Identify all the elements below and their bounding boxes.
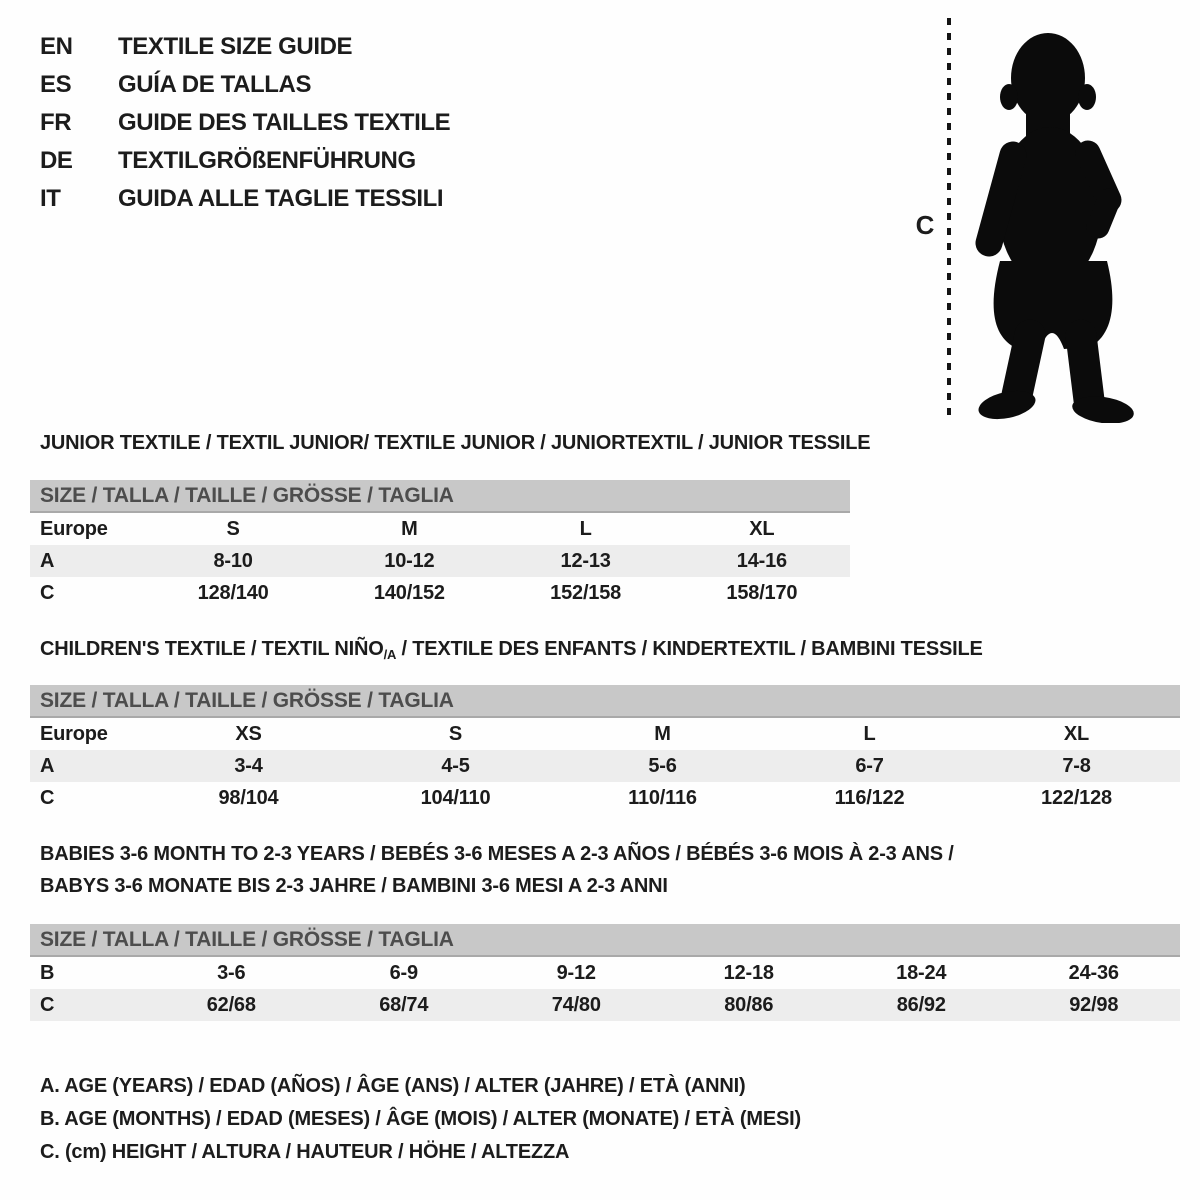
row-label: Europe xyxy=(40,517,108,540)
language-title: GUIDE DES TAILLES TEXTILE xyxy=(118,109,451,136)
legend-line-c: C. (cm) HEIGHT / ALTURA / HAUTEUR / HÖHE / ALTEZZA xyxy=(40,1141,570,1163)
children-title-rest: / TEXTILE DES ENFANTS / KINDERTEXTIL / BAMBINI TESSILE xyxy=(396,638,983,660)
language-row-es xyxy=(40,66,450,104)
size-cell: XL xyxy=(1063,722,1090,745)
legend-line-a: A. AGE (YEARS) / EDAD (AÑOS) / ÂGE (ANS) / ALTER (JAHRE) / ETÀ (ANNI) xyxy=(40,1075,746,1097)
language-code: IT xyxy=(40,185,61,212)
table-row-age-months xyxy=(30,957,1180,989)
height-cell: 80/86 xyxy=(724,993,774,1016)
height-cell: 68/74 xyxy=(379,993,429,1016)
age-cell: 3-4 xyxy=(234,754,263,777)
age-cell: 6-9 xyxy=(389,961,418,984)
row-label: C xyxy=(40,581,55,604)
size-cell: XL xyxy=(749,517,775,540)
babies-size-table xyxy=(30,924,1180,1021)
size-cell: M xyxy=(654,722,671,745)
children-title-main: CHILDREN'S TEXTILE / TEXTIL NIÑO xyxy=(40,638,384,660)
height-cell: 92/98 xyxy=(1069,993,1119,1016)
age-cell: 7-8 xyxy=(1062,754,1091,777)
size-cell: L xyxy=(863,722,876,745)
age-cell: 14-16 xyxy=(736,549,787,572)
table-row-europe xyxy=(30,718,1180,750)
junior-size-table xyxy=(30,480,850,609)
babies-title-line2: BABYS 3-6 MONATE BIS 2-3 JAHRE / BAMBINI 3-6 MESI A 2-3 ANNI xyxy=(40,875,668,897)
height-cell: 116/122 xyxy=(834,786,905,809)
language-code: EN xyxy=(40,33,73,60)
legend xyxy=(40,1070,801,1169)
language-title: TEXTILGRÖßENFÜHRUNG xyxy=(118,147,416,174)
age-cell: 3-6 xyxy=(217,961,246,984)
toddler-silhouette-icon xyxy=(960,15,1145,428)
babies-section-title xyxy=(40,838,954,902)
size-header-band: SIZE / TALLA / TAILLE / GRÖSSE / TAGLIA xyxy=(30,480,850,513)
size-header-band: SIZE / TALLA / TAILLE / GRÖSSE / TAGLIA xyxy=(30,685,1180,718)
legend-line-b: B. AGE (MONTHS) / EDAD (MESES) / ÂGE (MOIS) / ALTER (MONATE) / ETÀ (MESI) xyxy=(40,1108,801,1130)
size-cell: M xyxy=(401,517,418,540)
size-header-band: SIZE / TALLA / TAILLE / GRÖSSE / TAGLIA xyxy=(30,924,1180,957)
age-cell: 24-36 xyxy=(1068,961,1119,984)
height-cell: 122/128 xyxy=(1041,786,1112,809)
size-cell: S xyxy=(226,517,240,540)
height-cell: 110/116 xyxy=(628,786,697,809)
table-row-europe xyxy=(30,513,850,545)
size-cell: L xyxy=(579,517,592,540)
language-code: FR xyxy=(40,109,72,136)
height-measure-label: C xyxy=(915,210,935,240)
height-cell: 158/170 xyxy=(726,581,798,604)
height-cell: 152/158 xyxy=(550,581,622,604)
language-row-fr xyxy=(40,104,450,142)
height-measure-dashed-line xyxy=(946,18,952,423)
age-cell: 12-18 xyxy=(723,961,774,984)
language-title: GUIDA ALLE TAGLIE TESSILI xyxy=(118,185,444,212)
age-cell: 12-13 xyxy=(560,549,611,572)
height-cell: 140/152 xyxy=(373,581,445,604)
row-label: Europe xyxy=(40,722,108,745)
row-label: A xyxy=(40,549,55,572)
row-label: B xyxy=(40,961,55,984)
table-row-age xyxy=(30,750,1180,782)
age-cell: 4-5 xyxy=(441,754,470,777)
age-cell: 18-24 xyxy=(896,961,947,984)
height-cell: 86/92 xyxy=(896,993,946,1016)
age-cell: 6-7 xyxy=(855,754,884,777)
babies-title-line1: BABIES 3-6 MONTH TO 2-3 YEARS / BEBÉS 3-6 MESES A 2-3 AÑOS / BÉBÉS 3-6 MOIS À 2-3 ANS / xyxy=(40,843,954,865)
table-row-height xyxy=(30,577,850,609)
language-row-en xyxy=(40,28,450,66)
children-title-subscript: /A xyxy=(383,647,397,662)
table-row-height xyxy=(30,782,1180,814)
language-row-it xyxy=(40,180,450,218)
size-cell: S xyxy=(448,722,463,745)
language-code: ES xyxy=(40,71,72,98)
language-title-list xyxy=(40,28,450,218)
children-size-table xyxy=(30,685,1180,814)
table-row-height xyxy=(30,989,1180,1021)
age-cell: 10-12 xyxy=(384,549,435,572)
row-label: C xyxy=(40,786,55,809)
height-cell: 128/140 xyxy=(197,581,269,604)
height-cell: 62/68 xyxy=(206,993,256,1016)
table-row-age xyxy=(30,545,850,577)
row-label: A xyxy=(40,754,55,777)
age-cell: 9-12 xyxy=(556,961,596,984)
age-cell: 8-10 xyxy=(213,549,253,572)
language-title: TEXTILE SIZE GUIDE xyxy=(118,33,353,60)
height-cell: 104/110 xyxy=(420,786,491,809)
row-label: C xyxy=(40,993,55,1016)
height-cell: 98/104 xyxy=(218,786,279,809)
size-cell: XS xyxy=(235,722,262,745)
children-section-title xyxy=(40,638,983,661)
language-row-de xyxy=(40,142,450,180)
age-cell: 5-6 xyxy=(648,754,677,777)
junior-section-title: JUNIOR TEXTILE / TEXTIL JUNIOR/ TEXTILE JUNIOR / JUNIORTEXTIL / JUNIOR TESSILE xyxy=(40,432,871,454)
height-cell: 74/80 xyxy=(551,993,601,1016)
language-title: GUÍA DE TALLAS xyxy=(118,71,312,98)
language-code: DE xyxy=(40,147,73,174)
